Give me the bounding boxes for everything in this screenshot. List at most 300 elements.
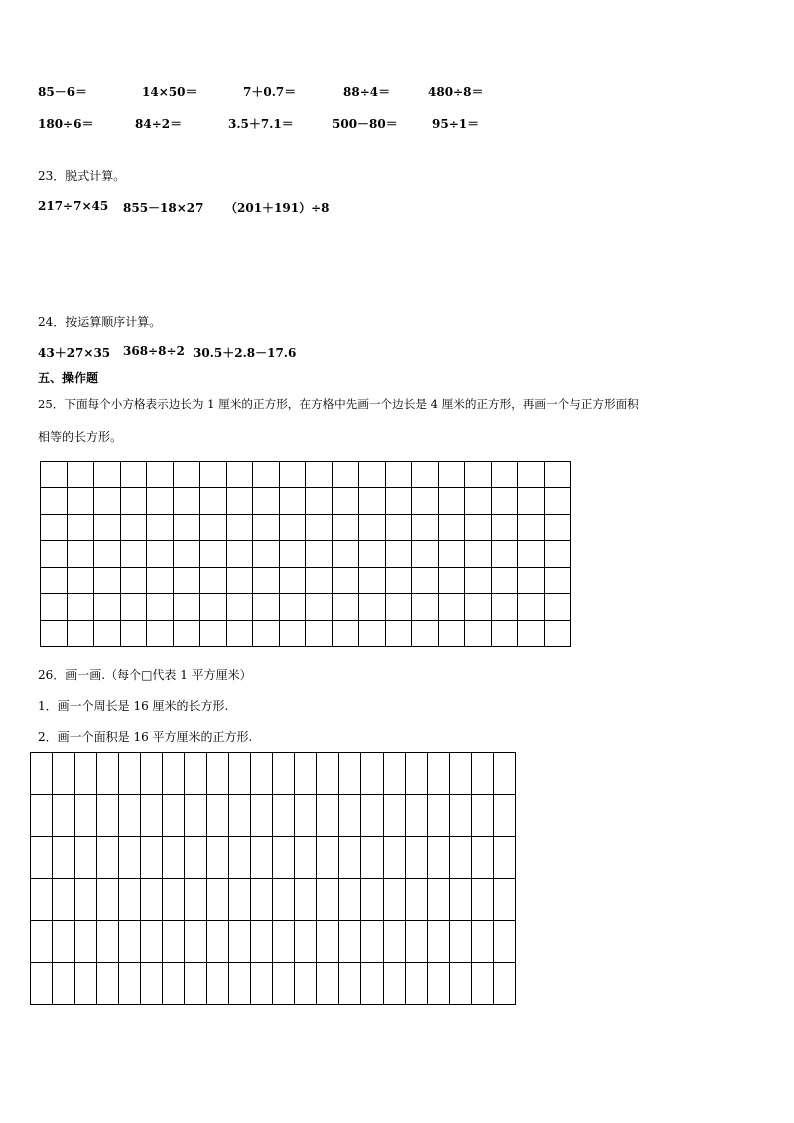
oral-calc-item: 95÷1＝ — [432, 117, 480, 131]
grid-cell[interactable] — [273, 963, 295, 1005]
grid-cell[interactable] — [75, 753, 97, 795]
grid-cell[interactable] — [279, 620, 306, 646]
grid-cell[interactable] — [359, 567, 386, 593]
grid-cell[interactable] — [383, 837, 405, 879]
grid-cell[interactable] — [332, 594, 359, 620]
grid-cell[interactable] — [94, 594, 121, 620]
grid-cell[interactable] — [253, 541, 280, 567]
grid-cell[interactable] — [279, 594, 306, 620]
grid-cell[interactable] — [438, 567, 465, 593]
grid-cell[interactable] — [361, 879, 383, 921]
grid-cell[interactable] — [147, 620, 174, 646]
grid-cell[interactable] — [361, 795, 383, 837]
grid-cell[interactable] — [438, 514, 465, 540]
grid-cell[interactable] — [412, 514, 439, 540]
grid-cell[interactable] — [119, 795, 141, 837]
grid-cell[interactable] — [185, 837, 207, 879]
grid-cell[interactable] — [438, 488, 465, 514]
grid-cell[interactable] — [251, 837, 273, 879]
grid-cell[interactable] — [94, 462, 121, 488]
grid-cell[interactable] — [67, 514, 94, 540]
grid-cell[interactable] — [120, 620, 147, 646]
grid-cell[interactable] — [493, 963, 515, 1005]
grid-cell[interactable] — [405, 963, 427, 1005]
grid-cell[interactable] — [31, 837, 53, 879]
grid-cell[interactable] — [359, 541, 386, 567]
oral-calc-item: 14×50＝ — [142, 85, 198, 99]
grid-cell[interactable] — [359, 514, 386, 540]
grid-cell[interactable] — [332, 541, 359, 567]
grid-cell[interactable] — [385, 488, 412, 514]
grid-cell[interactable] — [544, 462, 571, 488]
grid-cell[interactable] — [173, 567, 200, 593]
grid-cell[interactable] — [120, 567, 147, 593]
grid-cell[interactable] — [427, 837, 449, 879]
grid-cell[interactable] — [465, 620, 492, 646]
grid-cell[interactable] — [491, 541, 518, 567]
grid-cell[interactable] — [253, 620, 280, 646]
grid-cell[interactable] — [94, 541, 121, 567]
grid-cell[interactable] — [97, 879, 119, 921]
grid-cell[interactable] — [226, 594, 253, 620]
grid-cell[interactable] — [251, 921, 273, 963]
grid-cell[interactable] — [465, 594, 492, 620]
grid-cell[interactable] — [361, 963, 383, 1005]
grid-cell[interactable] — [359, 620, 386, 646]
grid-cell[interactable] — [185, 795, 207, 837]
grid-cell[interactable] — [273, 837, 295, 879]
q23-expression: （201＋191）÷8 — [225, 201, 330, 215]
grid-cell[interactable] — [438, 620, 465, 646]
q26-item-1: 1．画一个周长是 16 厘米的长方形. — [38, 699, 229, 713]
grid-cell[interactable] — [438, 541, 465, 567]
grid-cell[interactable] — [229, 837, 251, 879]
grid-cell[interactable] — [163, 795, 185, 837]
grid-cell[interactable] — [173, 514, 200, 540]
grid-cell[interactable] — [339, 795, 361, 837]
grid-cell[interactable] — [120, 462, 147, 488]
grid-cell[interactable] — [147, 594, 174, 620]
grid-cell[interactable] — [141, 879, 163, 921]
grid-cell[interactable] — [67, 594, 94, 620]
q26-drawing-grid[interactable] — [30, 752, 516, 1005]
grid-cell[interactable] — [94, 514, 121, 540]
grid-cell[interactable] — [518, 620, 545, 646]
grid-cell[interactable] — [306, 462, 333, 488]
grid-cell[interactable] — [163, 963, 185, 1005]
grid-cell[interactable] — [229, 963, 251, 1005]
grid-cell[interactable] — [120, 541, 147, 567]
grid-cell[interactable] — [385, 567, 412, 593]
grid-row — [41, 541, 571, 567]
grid-cell[interactable] — [491, 462, 518, 488]
grid-cell[interactable] — [119, 963, 141, 1005]
grid-cell[interactable] — [119, 879, 141, 921]
grid-cell[interactable] — [173, 488, 200, 514]
grid-cell[interactable] — [385, 620, 412, 646]
grid-cell[interactable] — [67, 488, 94, 514]
grid-cell[interactable] — [518, 462, 545, 488]
grid-cell[interactable] — [449, 963, 471, 1005]
grid-cell[interactable] — [405, 921, 427, 963]
grid-cell[interactable] — [279, 541, 306, 567]
grid-cell[interactable] — [226, 462, 253, 488]
grid-cell[interactable] — [412, 462, 439, 488]
grid-row — [31, 879, 516, 921]
grid-cell[interactable] — [273, 795, 295, 837]
grid-cell[interactable] — [427, 879, 449, 921]
grid-cell[interactable] — [229, 879, 251, 921]
grid-cell[interactable] — [273, 921, 295, 963]
grid-cell[interactable] — [427, 753, 449, 795]
grid-cell[interactable] — [147, 488, 174, 514]
grid-cell[interactable] — [141, 921, 163, 963]
grid-cell[interactable] — [253, 462, 280, 488]
grid-cell[interactable] — [471, 963, 493, 1005]
oral-calc-item: 84÷2＝ — [135, 117, 183, 131]
grid-cell[interactable] — [97, 921, 119, 963]
grid-cell[interactable] — [493, 753, 515, 795]
grid-cell[interactable] — [544, 514, 571, 540]
grid-cell[interactable] — [200, 462, 227, 488]
grid-cell[interactable] — [491, 567, 518, 593]
grid-cell[interactable] — [295, 753, 317, 795]
grid-cell[interactable] — [385, 541, 412, 567]
grid-cell[interactable] — [67, 620, 94, 646]
grid-cell[interactable] — [67, 462, 94, 488]
grid-cell[interactable] — [493, 837, 515, 879]
grid-cell[interactable] — [412, 488, 439, 514]
oral-calc-item: 7＋0.7＝ — [243, 85, 297, 99]
grid-cell[interactable] — [253, 514, 280, 540]
grid-cell[interactable] — [471, 753, 493, 795]
grid-cell[interactable] — [147, 462, 174, 488]
grid-row — [41, 488, 571, 514]
grid-cell[interactable] — [75, 879, 97, 921]
grid-cell[interactable] — [412, 567, 439, 593]
grid-cell[interactable] — [383, 921, 405, 963]
grid-cell[interactable] — [359, 594, 386, 620]
grid-cell[interactable] — [427, 921, 449, 963]
grid-cell[interactable] — [185, 963, 207, 1005]
grid-cell[interactable] — [31, 921, 53, 963]
grid-cell[interactable] — [119, 921, 141, 963]
grid-cell[interactable] — [471, 879, 493, 921]
grid-cell[interactable] — [31, 753, 53, 795]
grid-cell[interactable] — [119, 753, 141, 795]
grid-cell[interactable] — [339, 963, 361, 1005]
grid-cell[interactable] — [339, 921, 361, 963]
grid-row — [41, 567, 571, 593]
grid-cell[interactable] — [200, 594, 227, 620]
grid-cell[interactable] — [295, 795, 317, 837]
grid-cell[interactable] — [295, 837, 317, 879]
grid-cell[interactable] — [67, 541, 94, 567]
grid-cell[interactable] — [94, 567, 121, 593]
grid-cell[interactable] — [306, 514, 333, 540]
grid-cell[interactable] — [339, 837, 361, 879]
grid-cell[interactable] — [253, 567, 280, 593]
grid-cell[interactable] — [279, 567, 306, 593]
grid-cell[interactable] — [147, 567, 174, 593]
grid-cell[interactable] — [163, 753, 185, 795]
grid-cell[interactable] — [385, 462, 412, 488]
grid-cell[interactable] — [471, 795, 493, 837]
grid-cell[interactable] — [317, 753, 339, 795]
grid-cell[interactable] — [41, 541, 68, 567]
grid-cell[interactable] — [173, 462, 200, 488]
grid-cell[interactable] — [383, 795, 405, 837]
grid-cell[interactable] — [385, 514, 412, 540]
grid-cell[interactable] — [471, 921, 493, 963]
grid-cell[interactable] — [544, 488, 571, 514]
grid-cell[interactable] — [53, 795, 75, 837]
grid-cell[interactable] — [438, 594, 465, 620]
grid-cell[interactable] — [317, 837, 339, 879]
grid-cell[interactable] — [317, 879, 339, 921]
grid-cell[interactable] — [449, 921, 471, 963]
grid-cell[interactable] — [332, 488, 359, 514]
grid-cell[interactable] — [273, 879, 295, 921]
grid-cell[interactable] — [226, 488, 253, 514]
grid-cell[interactable] — [306, 488, 333, 514]
grid-cell[interactable] — [253, 488, 280, 514]
grid-cell[interactable] — [339, 753, 361, 795]
grid-cell[interactable] — [226, 620, 253, 646]
grid-cell[interactable] — [544, 594, 571, 620]
grid-cell[interactable] — [120, 488, 147, 514]
q23-title: 23．脱式计算。 — [38, 169, 126, 183]
grid-cell[interactable] — [427, 963, 449, 1005]
grid-cell[interactable] — [97, 837, 119, 879]
grid-cell[interactable] — [295, 879, 317, 921]
grid-cell[interactable] — [295, 921, 317, 963]
grid-cell[interactable] — [332, 620, 359, 646]
grid-cell[interactable] — [41, 514, 68, 540]
oral-calc-item: 85－6＝ — [38, 85, 88, 99]
grid-cell[interactable] — [251, 795, 273, 837]
grid-cell[interactable] — [332, 514, 359, 540]
grid-cell[interactable] — [229, 753, 251, 795]
grid-cell[interactable] — [361, 837, 383, 879]
grid-cell[interactable] — [97, 963, 119, 1005]
q24-expression: 368÷8÷2 — [123, 344, 185, 358]
grid-cell[interactable] — [465, 541, 492, 567]
grid-cell[interactable] — [141, 795, 163, 837]
grid-cell[interactable] — [200, 567, 227, 593]
grid-cell[interactable] — [449, 837, 471, 879]
grid-cell[interactable] — [207, 795, 229, 837]
grid-cell[interactable] — [306, 541, 333, 567]
grid-cell[interactable] — [339, 879, 361, 921]
q26-item-2: 2．画一个面积是 16 平方厘米的正方形. — [38, 730, 253, 744]
grid-cell[interactable] — [385, 594, 412, 620]
grid-cell[interactable] — [361, 753, 383, 795]
grid-cell[interactable] — [200, 488, 227, 514]
grid-cell[interactable] — [185, 879, 207, 921]
grid-cell[interactable] — [173, 620, 200, 646]
grid-cell[interactable] — [41, 620, 68, 646]
grid-row — [31, 753, 516, 795]
grid-cell[interactable] — [251, 963, 273, 1005]
grid-cell[interactable] — [465, 567, 492, 593]
grid-cell[interactable] — [141, 753, 163, 795]
grid-cell[interactable] — [279, 462, 306, 488]
grid-cell[interactable] — [251, 753, 273, 795]
grid-cell[interactable] — [173, 594, 200, 620]
grid-cell[interactable] — [207, 753, 229, 795]
grid-cell[interactable] — [279, 488, 306, 514]
grid-cell[interactable] — [493, 879, 515, 921]
grid-cell[interactable] — [229, 921, 251, 963]
grid-cell[interactable] — [493, 795, 515, 837]
grid-cell[interactable] — [544, 541, 571, 567]
grid-row — [41, 462, 571, 488]
grid-cell[interactable] — [207, 921, 229, 963]
grid-cell[interactable] — [465, 462, 492, 488]
grid-cell[interactable] — [449, 879, 471, 921]
grid-cell[interactable] — [119, 837, 141, 879]
grid-cell[interactable] — [207, 837, 229, 879]
grid-cell[interactable] — [41, 462, 68, 488]
grid-cell[interactable] — [163, 837, 185, 879]
grid-cell[interactable] — [383, 963, 405, 1005]
grid-cell[interactable] — [465, 514, 492, 540]
grid-cell[interactable] — [332, 462, 359, 488]
grid-cell[interactable] — [518, 514, 545, 540]
grid-cell[interactable] — [200, 620, 227, 646]
grid-cell[interactable] — [200, 541, 227, 567]
grid-cell[interactable] — [94, 488, 121, 514]
grid-cell[interactable] — [405, 753, 427, 795]
grid-cell[interactable] — [279, 514, 306, 540]
grid-cell[interactable] — [226, 514, 253, 540]
grid-cell[interactable] — [41, 594, 68, 620]
grid-cell[interactable] — [332, 567, 359, 593]
grid-cell[interactable] — [544, 567, 571, 593]
grid-cell[interactable] — [53, 753, 75, 795]
oral-calc-item: 500－80＝ — [332, 117, 398, 131]
grid-cell[interactable] — [412, 594, 439, 620]
grid-cell[interactable] — [163, 921, 185, 963]
grid-cell[interactable] — [94, 620, 121, 646]
grid-cell[interactable] — [518, 541, 545, 567]
grid-cell[interactable] — [253, 594, 280, 620]
grid-cell[interactable] — [383, 879, 405, 921]
q26-title: 26．画一画.（每个□代表 1 平方厘米） — [38, 668, 252, 682]
grid-cell[interactable] — [141, 837, 163, 879]
grid-cell[interactable] — [383, 753, 405, 795]
grid-cell[interactable] — [491, 594, 518, 620]
grid-cell[interactable] — [147, 541, 174, 567]
grid-cell[interactable] — [359, 462, 386, 488]
grid-cell[interactable] — [53, 921, 75, 963]
grid-cell[interactable] — [518, 567, 545, 593]
grid-cell[interactable] — [412, 620, 439, 646]
grid-cell[interactable] — [75, 921, 97, 963]
grid-cell[interactable] — [491, 488, 518, 514]
grid-cell[interactable] — [229, 795, 251, 837]
grid-cell[interactable] — [97, 753, 119, 795]
grid-cell[interactable] — [491, 514, 518, 540]
grid-cell[interactable] — [75, 795, 97, 837]
grid-cell[interactable] — [67, 567, 94, 593]
grid-cell[interactable] — [518, 594, 545, 620]
grid-cell[interactable] — [438, 462, 465, 488]
grid-cell[interactable] — [491, 620, 518, 646]
grid-cell[interactable] — [31, 879, 53, 921]
grid-row — [31, 921, 516, 963]
grid-cell[interactable] — [251, 879, 273, 921]
grid-cell[interactable] — [75, 837, 97, 879]
oral-calc-item: 480÷8＝ — [428, 85, 484, 99]
grid-cell[interactable] — [493, 921, 515, 963]
grid-cell[interactable] — [317, 963, 339, 1005]
grid-cell[interactable] — [306, 594, 333, 620]
grid-cell[interactable] — [405, 837, 427, 879]
grid-cell[interactable] — [361, 921, 383, 963]
grid-cell[interactable] — [306, 620, 333, 646]
grid-cell[interactable] — [471, 837, 493, 879]
grid-cell[interactable] — [141, 963, 163, 1005]
grid-cell[interactable] — [120, 514, 147, 540]
grid-cell[interactable] — [97, 795, 119, 837]
grid-cell[interactable] — [449, 753, 471, 795]
grid-cell[interactable] — [31, 795, 53, 837]
grid-cell[interactable] — [412, 541, 439, 567]
grid-cell[interactable] — [200, 514, 227, 540]
grid-cell[interactable] — [317, 795, 339, 837]
grid-cell[interactable] — [518, 488, 545, 514]
grid-row — [31, 837, 516, 879]
q25-drawing-grid[interactable] — [40, 461, 571, 647]
grid-cell[interactable] — [465, 488, 492, 514]
grid-cell[interactable] — [41, 488, 68, 514]
grid-cell[interactable] — [53, 879, 75, 921]
grid-cell[interactable] — [544, 620, 571, 646]
oral-calc-item: 3.5＋7.1＝ — [228, 117, 294, 131]
grid-cell[interactable] — [449, 795, 471, 837]
grid-cell[interactable] — [273, 753, 295, 795]
grid-cell[interactable] — [317, 921, 339, 963]
grid-cell[interactable] — [120, 594, 147, 620]
grid-cell[interactable] — [185, 921, 207, 963]
grid-cell[interactable] — [53, 963, 75, 1005]
grid-cell[interactable] — [226, 541, 253, 567]
grid-cell[interactable] — [173, 541, 200, 567]
grid-cell[interactable] — [207, 963, 229, 1005]
grid-cell[interactable] — [31, 963, 53, 1005]
grid-cell[interactable] — [207, 879, 229, 921]
grid-cell[interactable] — [163, 879, 185, 921]
grid-cell[interactable] — [41, 567, 68, 593]
grid-cell[interactable] — [405, 879, 427, 921]
grid-cell[interactable] — [359, 488, 386, 514]
grid-cell[interactable] — [427, 795, 449, 837]
grid-cell[interactable] — [306, 567, 333, 593]
grid-cell[interactable] — [75, 963, 97, 1005]
grid-cell[interactable] — [295, 963, 317, 1005]
grid-cell[interactable] — [147, 514, 174, 540]
grid-cell[interactable] — [185, 753, 207, 795]
oral-calc-item: 180÷6＝ — [38, 117, 94, 131]
q25-text-line-1: 25．下面每个小方格表示边长为 1 厘米的正方形，在方格中先画一个边长是 4 厘米的正方形，再画一个与正方形面积 — [38, 397, 639, 411]
grid-cell[interactable] — [226, 567, 253, 593]
grid-cell[interactable] — [53, 837, 75, 879]
q24-expression: 43＋27×35 — [38, 346, 111, 360]
grid-cell[interactable] — [405, 795, 427, 837]
grid-row — [41, 620, 571, 646]
